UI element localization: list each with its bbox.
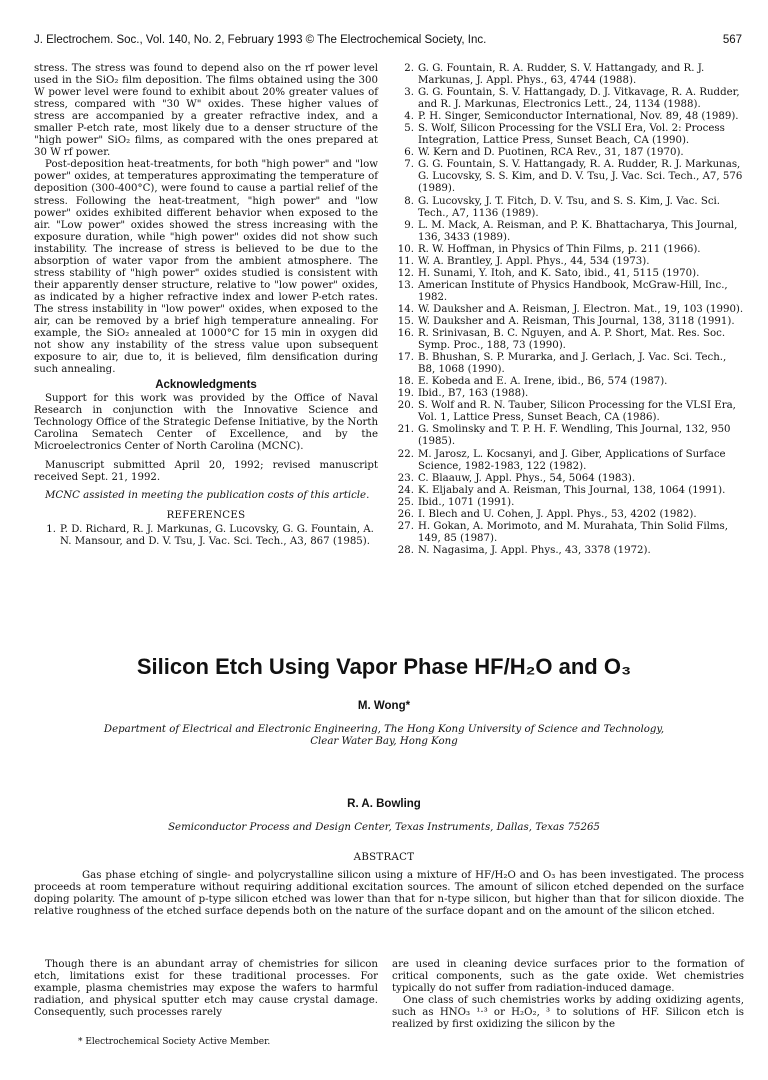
reference-item [392, 545, 744, 557]
paragraph: stress. The stress was found to depend also on the rf power level used in the SiO₂ film deposition. The films obtained using the 300 W power level were found to exhibit about 20% greater values of stress, compared with "30 W" oxides. These higher values of stress are accompanied by a greater refractive index, and a smaller P-etch rate, most likely due to a denser structure of the "high power" SiO₂ films, as compared with the ones prepared at 30 W rf power. [34, 63, 378, 159]
reference-item [392, 376, 744, 388]
manuscript-note: Manuscript submitted April 20, 1992; revised manuscript received Sept. 21, 1992. [34, 459, 378, 483]
reference-text: I. Blech and U. Cohen, J. Appl. Phys., 53, 4202 (1982). [418, 508, 697, 520]
left-column [34, 63, 378, 548]
body-right-column [392, 959, 744, 1031]
body-left-column [34, 959, 378, 1019]
reference-item [392, 63, 744, 87]
reference-text: K. Eljabaly and A. Reisman, This Journal, 138, 1064 (1991). [418, 484, 726, 496]
reference-text: C. Blaauw, J. Appl. Phys., 54, 5064 (1983). [418, 472, 636, 484]
reference-item [392, 509, 744, 521]
reference-item [392, 220, 744, 244]
reference-text: S. Wolf, Silicon Processing for the VSLI Era, Vol. 2: Process Integration, Lattice Press, Sunset Beach, CA (1990). [418, 123, 725, 147]
reference-text: G. G. Fountain, R. A. Rudder, S. V. Hattangady, and R. J. Markunas, J. Appl. Phys., 63, 4744 (1988). [418, 63, 705, 87]
reference-number: 8. [404, 195, 414, 207]
reference-number: 15. [397, 315, 414, 327]
reference-item [392, 485, 744, 497]
reference-text: L. M. Mack, A. Reisman, and P. K. Bhattacharya, This Journal, 136, 3433 (1989). [418, 219, 738, 243]
paragraph: Though there is an abundant array of chemistries for silicon etch, limitations exist for these traditional processes. For example, plasma chemistries may expose the wafers to harmful radiation, and physical sputter etch may cause crystal damage. Consequently, such processes rarely [34, 959, 378, 1019]
reference-text: B. Bhushan, S. P. Murarka, and J. Gerlach, J. Vac. Sci. Tech., B8, 1068 (1990). [418, 352, 727, 376]
reference-number: 19. [397, 388, 414, 400]
reference-item [392, 388, 744, 400]
reference-number: 11. [397, 255, 414, 267]
reference-text: R. Srinivasan, B. C. Nguyen, and A. P. Short, Mat. Res. Soc. Symp. Proc., 188, 73 (1990). [418, 328, 726, 352]
reference-item [392, 123, 744, 147]
footnote: * Electrochemical Society Active Member. [78, 1037, 271, 1047]
reference-number: 27. [397, 520, 414, 532]
reference-item [392, 111, 744, 123]
reference-number: 28. [397, 544, 414, 556]
reference-item [392, 159, 744, 195]
reference-text: H. Gokan, A. Morimoto, and M. Murahata, Thin Solid Films, 149, 85 (1987). [418, 520, 728, 544]
reference-item [392, 328, 744, 352]
acknowledgments-text: Support for this work was provided by the Office of Naval Research in conjunction with the Innovative Science and Technology Office of the Strategic Defense Initiative, by the North Carolina Sematech Center of Excellence, and by the Microelectronics Center of North Carolina (MCNC). [34, 393, 378, 453]
reference-number: 9. [404, 219, 414, 231]
author-affiliation [60, 724, 708, 748]
reference-number: 21. [397, 424, 414, 436]
reference-item [392, 400, 744, 424]
affiliation-line: Clear Water Bay, Hong Kong [310, 736, 458, 747]
affiliation-line: Department of Electrical and Electronic Engineering, The Hong Kong University of Science and Technology, [103, 724, 665, 735]
abstract-heading: ABSTRACT [353, 852, 415, 863]
reference-number: 6. [404, 147, 414, 159]
reference-text: E. Kobeda and E. A. Irene, ibid., B6, 574 (1987). [418, 376, 668, 388]
reference-number: 5. [404, 123, 414, 135]
reference-number: 18. [397, 376, 414, 388]
reference-number: 13. [397, 279, 414, 291]
reference-text: P. H. Singer, Semiconductor International, Nov. 89, 48 (1989). [418, 111, 739, 123]
reference-number: 20. [397, 400, 414, 412]
running-header [34, 34, 742, 48]
reference-number: 7. [404, 159, 414, 171]
reference-item [392, 424, 744, 448]
reference-number: 24. [397, 484, 414, 496]
reference-item [392, 196, 744, 220]
reference-text: P. D. Richard, R. J. Markunas, G. Lucovsky, G. G. Fountain, A. N. Mansour, and D. V. Tsu, J. Vac. Sci. Tech., A3, 867 (1985). [60, 523, 374, 547]
reference-text: W. Kern and D. Puotinen, RCA Rev., 31, 187 (1970). [418, 147, 684, 159]
paragraph: are used in cleaning device surfaces prior to the formation of critical components, such as the gate oxide. Wet chemistries typically do not suffer from radiation-induced damage. [392, 959, 744, 995]
reference-item [392, 497, 744, 509]
reference-text: W. A. Brantley, J. Appl. Phys., 44, 534 (1973). [418, 255, 650, 267]
reference-text: American Institute of Physics Handbook, McGraw-Hill, Inc., 1982. [418, 279, 728, 303]
author-affiliation: Semiconductor Process and Design Center, Texas Instruments, Dallas, Texas 75265 [168, 822, 600, 833]
reference-item [392, 521, 744, 545]
reference-number: 17. [397, 352, 414, 364]
references-list [392, 63, 744, 557]
reference-text: H. Sunami, Y. Itoh, and K. Sato, ibid., 41, 5115 (1970). [418, 267, 700, 279]
reference-number: 14. [397, 303, 414, 315]
reference-item [392, 244, 744, 256]
reference-text: W. Dauksher and A. Reisman, This Journal, 138, 3118 (1991). [418, 315, 735, 327]
reference-number: 2. [404, 63, 414, 74]
reference-number: 25. [397, 496, 414, 508]
reference-text: Ibid., 1071 (1991). [418, 496, 515, 508]
reference-text: N. Nagasima, J. Appl. Phys., 43, 3378 (1972). [418, 544, 651, 556]
reference-number: 26. [397, 508, 414, 520]
reference-item [392, 280, 744, 304]
reference-text: S. Wolf and R. N. Tauber, Silicon Processing for the VLSI Era, Vol. 1, Lattice Press, Sunset Beach, CA (1986). [418, 400, 736, 424]
reference-number: 1. [46, 523, 56, 535]
publication-costs-note: MCNC assisted in meeting the publication costs of this article. [45, 489, 370, 501]
paragraph: One class of such chemistries works by adding oxidizing agents, such as HNO₃ ¹·³ or H₂O₂, ³ to solutions of HF. Silicon etch is realized by first oxidizing the silicon by the [392, 995, 744, 1031]
reference-item [392, 87, 744, 111]
journal-citation: J. Electrochem. Soc., Vol. 140, No. 2, February 1993 © The Electrochemical Society, Inc. [34, 34, 487, 46]
article-title: Silicon Etch Using Vapor Phase HF/H₂O and O₃ [136, 654, 632, 679]
reference-item [392, 256, 744, 268]
reference-item [392, 352, 744, 376]
reference-item [392, 449, 744, 473]
author-name: R. A. Bowling [347, 798, 421, 810]
reference-text: G. Smolinsky and T. P. H. F. Wendling, This Journal, 132, 950 (1985). [418, 424, 731, 448]
reference-item [34, 524, 378, 548]
reference-text: W. Dauksher and A. Reisman, J. Electron. Mat., 19, 103 (1990). [418, 303, 744, 315]
abstract-text: Gas phase etching of single- and polycrystalline silicon using a mixture of HF/H₂O and O₃ has been investigated. The process proceeds at room temperature without requiring additional excitation sources. The amount of silicon etched depended on the surface doping polarity. The amount of p-type silicon etched was lower than that for n-type silicon, but higher than that for silicon dioxide. The relative roughness of the etched surface depends both on the nature of the surface dopant and on the amount of the silicon etched. [34, 870, 744, 918]
reference-number: 12. [397, 267, 414, 279]
paragraph: Post-deposition heat-treatments, for both "high power" and "low power" oxides, at temperatures approximating the temperature of deposition (300-400°C), were found to cause a partial relief of the stress. Following the heat-treatment, "high power" and "low power" oxides exhibited different behavior when exposed to the air. "Low power" oxides showed the stress increasing with the exposure duration, while "high power" oxides did not show such instability. The increase of stress is believed to be due to the absorption of water vapor from the ambient atmosphere. The stress stability of "high power" oxides studied is consistent with their apparently denser structure, relative to "low power" oxides, as indicated by a higher refractive index and lower P-etch rates. The stress instability in "low power" oxides, when exposed to the air, can be removed by a brief high temperature annealing. For example, the SiO₂ annealed at 1000°C for 15 min in oxygen did not show any instability of the stress value upon subsequent exposure to air, due to, it is believed, film densification during such annealing. [34, 159, 378, 376]
reference-item [392, 473, 744, 485]
reference-number: 3. [404, 87, 414, 99]
references-heading: REFERENCES [166, 509, 246, 521]
reference-text: Ibid., B7, 163 (1988). [418, 388, 529, 400]
reference-item [392, 304, 744, 316]
reference-text: G. Lucovsky, J. T. Fitch, D. V. Tsu, and S. S. Kim, J. Vac. Sci. Tech., A7, 1136 (1989). [418, 195, 721, 219]
reference-number: 22. [397, 448, 414, 460]
reference-text: R. W. Hoffman, in Physics of Thin Films, p. 211 (1966). [418, 243, 701, 255]
reference-number: 23. [397, 472, 414, 484]
reference-number: 10. [397, 243, 414, 255]
reference-text: G. G. Fountain, S. V. Hattangady, D. J. Vitkavage, R. A. Rudder, and R. J. Markunas, Electronics Lett., 24, 1134 (1988). [418, 87, 740, 111]
page-number: 567 [722, 34, 742, 46]
acknowledgments-heading: Acknowledgments [155, 379, 257, 392]
reference-number: 4. [404, 111, 414, 123]
reference-text: G. G. Fountain, S. V. Hattangady, R. A. Rudder, R. J. Markunas, G. Lucovsky, S. S. Kim, and D. V. Tsu, J. Vac. Sci. Tech., A7, 576 (1989). [418, 159, 743, 195]
author-name: M. Wong* [357, 700, 411, 712]
reference-item [392, 268, 744, 280]
reference-item [392, 316, 744, 328]
reference-number: 16. [397, 328, 414, 340]
reference-item [392, 147, 744, 159]
reference-text: M. Jarosz, L. Kocsanyi, and J. Giber, Applications of Surface Science, 1982-1983, 122 (1982). [418, 448, 726, 472]
